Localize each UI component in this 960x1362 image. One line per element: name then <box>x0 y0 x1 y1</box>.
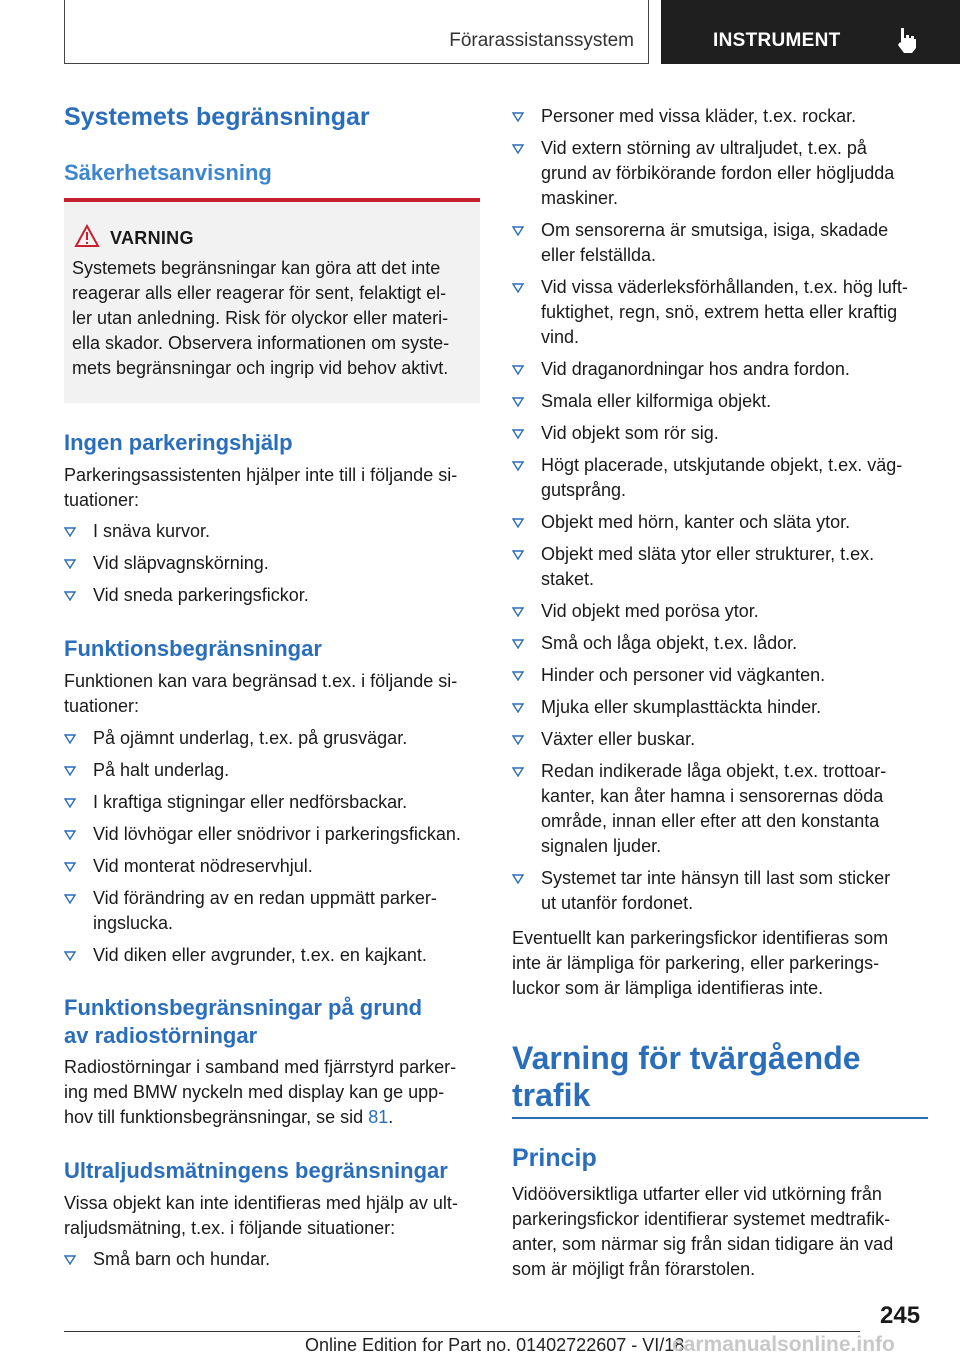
list-item-text: maskiner. <box>541 188 619 208</box>
text-line: Vissa objekt kan inte identifieras med hjälp av ult- <box>64 1193 458 1213</box>
bullet-triangle-icon <box>64 830 76 840</box>
bullet-triangle-icon <box>64 894 76 904</box>
list-item-text: signalen ljuder. <box>541 836 662 856</box>
bullet-triangle-icon <box>64 766 76 776</box>
list-item-text: Vid vissa väderleksförhållanden, t.ex. hög luft- <box>541 277 908 297</box>
title-line: Varning för tvärgående <box>512 1040 861 1076</box>
text-line: parkeringsfickor identifierar systemet medtrafik- <box>512 1209 891 1229</box>
list-item-text: Vid sneda parkeringsfickor. <box>93 585 309 605</box>
bullet-triangle-icon <box>64 559 76 569</box>
list-item-text: I snäva kurvor. <box>93 521 211 541</box>
text-line: som är möjligt från förarstolen. <box>512 1259 756 1279</box>
no-parking-help-list <box>64 519 480 615</box>
list-item-text: staket. <box>541 569 595 589</box>
list-item-text: Objekt med hörn, kanter och släta ytor. <box>541 512 851 532</box>
list-item-text: Vid diken eller avgrunder, t.ex. en kajkant. <box>93 945 427 965</box>
text-line: Funktionen kan vara begränsad t.ex. i följande si- <box>64 671 458 691</box>
list-item-text: eller felställda. <box>541 245 657 265</box>
warning-line: mets begränsningar och ingrip vid behov aktivt. <box>72 358 449 378</box>
bullet-triangle-icon <box>512 112 524 122</box>
parking-identification-note <box>512 926 928 1001</box>
bullet-triangle-icon <box>512 735 524 745</box>
bullet-triangle-icon <box>64 591 76 601</box>
ultrasonic-limits-list <box>64 1247 480 1279</box>
list-item-text: vind. <box>541 327 580 347</box>
bullet-triangle-icon <box>512 283 524 293</box>
list-item-text: Personer med vissa kläder, t.ex. rockar. <box>541 106 857 126</box>
bullet-triangle-icon <box>64 734 76 744</box>
bullet-triangle-icon <box>512 144 524 154</box>
text-line: tuationer: <box>64 696 140 716</box>
list-item <box>512 389 928 414</box>
radio-interference-text <box>64 1055 480 1130</box>
list-item <box>512 218 928 268</box>
list-item-text: ut utanför fordonet. <box>541 893 694 913</box>
bullet-triangle-icon <box>512 874 524 884</box>
list-item-text: område, innan eller efter att den konstanta <box>541 811 880 831</box>
header-section-title: Förarassistanssystem <box>449 30 634 51</box>
header-chapter-tab <box>661 0 960 64</box>
text-line: Radiostörningar i samband med fjärrstyrd parker- <box>64 1057 457 1077</box>
text-line: raljudsmätning, t.ex. i följande situationer: <box>64 1218 396 1238</box>
warning-box <box>64 198 480 403</box>
bullet-triangle-icon <box>64 527 76 537</box>
list-item-text: Vid draganordningar hos andra fordon. <box>541 359 850 379</box>
no-parking-help-heading: Ingen parkeringshjälp <box>64 430 293 455</box>
function-limits-heading: Funktionsbegränsningar <box>64 636 322 661</box>
bullet-triangle-icon <box>64 1255 76 1265</box>
bullet-triangle-icon <box>64 862 76 872</box>
warning-line: Systemets begränsningar kan göra att det inte <box>72 258 441 278</box>
bullet-triangle-icon <box>512 461 524 471</box>
warning-line: ella skador. Observera informationen om syste- <box>72 333 450 353</box>
watermark: carmanualsonline.info <box>672 1333 895 1356</box>
radio-interference-heading <box>64 994 422 1050</box>
list-item-text: I kraftiga stigningar eller nedförsbackar. <box>93 792 408 812</box>
warning-line: ler utan anledning. Risk för olyckor eller materi- <box>72 308 449 328</box>
text-fragment: hov till funktionsbegränsningar, se sid <box>64 1107 369 1127</box>
list-item-text: kanter, kan åter hamna i sensorernas döda <box>541 786 884 806</box>
list-item <box>512 759 928 859</box>
list-item <box>512 866 928 916</box>
list-item <box>512 421 928 446</box>
ultrasonic-limits-list-continued <box>512 104 928 923</box>
text-fragment: . <box>388 1107 394 1127</box>
function-limits-list <box>64 726 480 975</box>
list-item-text: På halt underlag. <box>93 760 230 780</box>
page-number: 245 <box>880 1302 921 1329</box>
list-item <box>64 1247 480 1272</box>
text-line: anter, som närmar sig från sidan tidigare än vad <box>512 1234 894 1254</box>
list-item <box>64 726 480 751</box>
hand-pointer-icon <box>895 26 919 54</box>
list-item <box>64 551 480 576</box>
list-item <box>512 275 928 350</box>
text-line: inte är lämpliga för parkering, eller parkerings- <box>512 953 880 973</box>
bullet-triangle-icon <box>512 767 524 777</box>
list-item-text: Redan indikerade låga objekt, t.ex. trottoar- <box>541 761 887 781</box>
list-item-text: Om sensorerna är smutsiga, isiga, skadade <box>541 220 889 240</box>
list-item-text: ingslucka. <box>93 913 174 933</box>
bullet-triangle-icon <box>512 550 524 560</box>
list-item-text: Växter eller buskar. <box>541 729 696 749</box>
list-item <box>512 136 928 211</box>
text-line: Vidööversiktliga utfarter eller vid utkörning från <box>512 1184 882 1204</box>
text-line: Parkeringsassistenten hjälper inte till i följande si- <box>64 465 458 485</box>
no-parking-help-intro <box>64 463 480 513</box>
bullet-triangle-icon <box>512 671 524 681</box>
section-rule <box>512 1117 928 1119</box>
list-item <box>512 631 928 656</box>
footer-rule <box>64 1331 860 1332</box>
page-reference-link[interactable]: 81 <box>368 1107 389 1127</box>
list-item <box>512 663 928 688</box>
list-item-text: gutsprång. <box>541 480 627 500</box>
list-item-text: Mjuka eller skumplasttäckta hinder. <box>541 697 822 717</box>
header-section-tab <box>64 0 649 64</box>
list-item <box>512 357 928 382</box>
list-item <box>64 822 480 847</box>
header-chapter-title: INSTRUMENT <box>713 30 841 51</box>
list-item <box>64 854 480 879</box>
text-line: tuationer: <box>64 490 140 510</box>
bullet-triangle-icon <box>512 397 524 407</box>
bullet-triangle-icon <box>64 951 76 961</box>
text-line: Eventuellt kan parkeringsfickor identifieras som <box>512 928 889 948</box>
list-item <box>512 104 928 129</box>
heading-line: av radiostörningar <box>64 1023 258 1048</box>
list-item <box>64 943 480 968</box>
warning-line: reagerar alls eller reagerar för sent, felaktigt el- <box>72 283 447 303</box>
list-item <box>64 886 480 936</box>
principle-text <box>512 1182 928 1282</box>
list-item <box>512 510 928 535</box>
function-limits-intro <box>64 669 480 719</box>
list-item <box>512 599 928 624</box>
bullet-triangle-icon <box>512 365 524 375</box>
list-item <box>64 790 480 815</box>
text-line: luckor som är lämpliga identifieras inte. <box>512 978 824 998</box>
list-item-text: Hinder och personer vid vägkanten. <box>541 665 826 685</box>
list-item-text: Högt placerade, utskjutande objekt, t.ex. väg- <box>541 455 903 475</box>
bullet-triangle-icon <box>512 607 524 617</box>
bullet-triangle-icon <box>512 703 524 713</box>
list-item-text: Små barn och hundar. <box>93 1249 271 1269</box>
warning-triangle-icon <box>74 224 100 248</box>
list-item <box>64 583 480 608</box>
cross-traffic-title <box>512 1040 928 1114</box>
list-item-text: Vid lövhögar eller snödrivor i parkeringsfickan. <box>93 824 461 844</box>
safety-heading: Säkerhetsanvisning <box>64 160 272 185</box>
list-item-text: Smala eller kilformiga objekt. <box>541 391 772 411</box>
warning-label: VARNING <box>110 228 194 248</box>
bullet-triangle-icon <box>512 518 524 528</box>
heading-line: Funktionsbegränsningar på grund <box>64 995 423 1020</box>
bullet-triangle-icon <box>512 639 524 649</box>
list-item-text: grund av förbikörande fordon eller högljudda <box>541 163 895 183</box>
title-line: trafik <box>512 1077 591 1113</box>
list-item-text: Systemet tar inte hänsyn till last som sticker <box>541 868 891 888</box>
list-item <box>512 695 928 720</box>
bullet-triangle-icon <box>512 429 524 439</box>
list-item-text: Vid förändring av en redan uppmätt parker- <box>93 888 437 908</box>
list-item-text: fuktighet, regn, snö, extrem hetta eller kraftig <box>541 302 898 322</box>
list-item-text: Objekt med släta ytor eller strukturer, t.ex. <box>541 544 875 564</box>
bullet-triangle-icon <box>64 798 76 808</box>
list-item-text: Vid monterat nödreservhjul. <box>93 856 313 876</box>
list-item <box>512 542 928 592</box>
page-title: Systemets begränsningar <box>64 103 370 131</box>
list-item-text: Vid släpvagnskörning. <box>93 553 269 573</box>
text-line: ing med BMW nyckeln med display kan ge upp- <box>64 1082 445 1102</box>
edition-text: Online Edition for Part no. 01402722607 - VI/18 <box>305 1335 685 1355</box>
list-item-text: Vid objekt som rör sig. <box>541 423 719 443</box>
list-item <box>512 453 928 503</box>
ultrasonic-limits-heading: Ultraljudsmätningens begränsningar <box>64 1158 448 1183</box>
list-item-text: Vid objekt med porösa ytor. <box>541 601 759 621</box>
warning-text <box>72 256 472 381</box>
list-item <box>64 519 480 544</box>
list-item-text: Små och låga objekt, t.ex. lådor. <box>541 633 798 653</box>
ultrasonic-limits-intro <box>64 1191 480 1241</box>
list-item-text: Vid extern störning av ultraljudet, t.ex. på <box>541 138 867 158</box>
text-line <box>64 1105 480 1130</box>
bullet-triangle-icon <box>512 226 524 236</box>
list-item <box>512 727 928 752</box>
list-item-text: På ojämnt underlag, t.ex. på grusvägar. <box>93 728 408 748</box>
principle-heading: Princip <box>512 1144 597 1172</box>
list-item <box>64 758 480 783</box>
